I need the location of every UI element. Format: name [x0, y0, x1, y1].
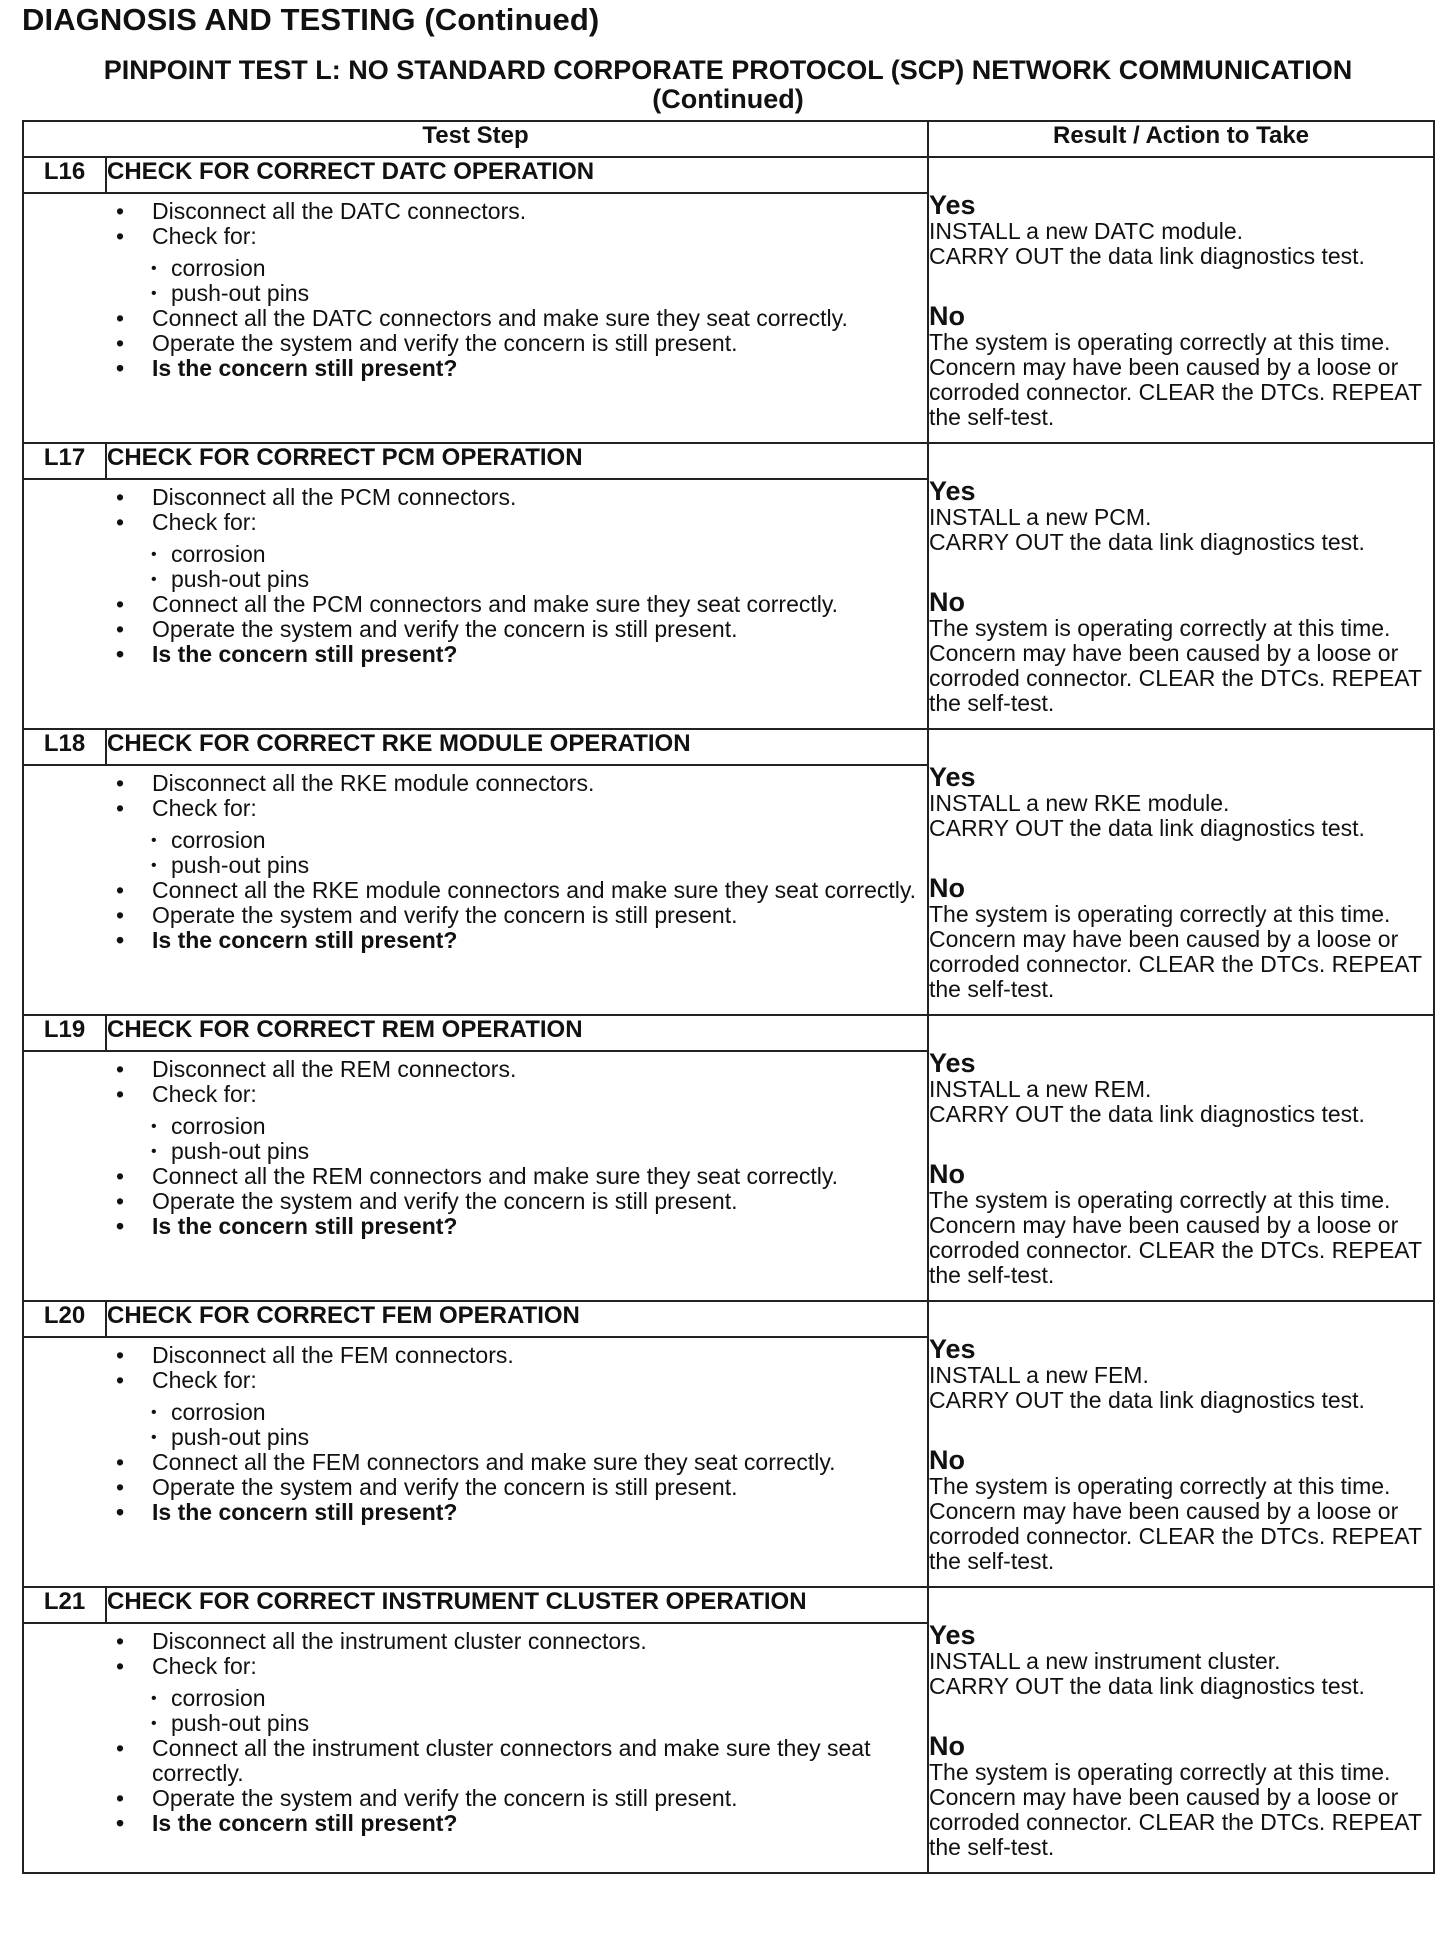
test-step-title-row: [23, 1015, 1434, 1051]
no-action: The system is operating correctly at this time. Concern may have been caused by a loose or corroded connector. CLEAR the DTCs. REPEAT the self-test.: [929, 329, 1422, 430]
step-connect: • Connect all the instrument cluster connectors and make sure they seat correctly.: [152, 1736, 927, 1786]
step-id: L18: [23, 729, 106, 765]
step-connect: • Connect all the PCM connectors and make sure they seat correctly.: [152, 592, 927, 617]
yes-action-carry-out: CARRY OUT the data link diagnostics test.: [929, 1387, 1365, 1413]
result-no: [929, 303, 1433, 430]
yes-label: Yes: [929, 762, 976, 792]
pinpoint-test-title: PINPOINT TEST L: NO STANDARD CORPORATE PROTOCOL (SCP) NETWORK COMMUNICATION: [103, 55, 1353, 85]
result-cell: [928, 1015, 1434, 1301]
yes-label: Yes: [929, 1048, 976, 1078]
step-check-for: [152, 796, 927, 878]
yes-action-install: INSTALL a new RKE module.: [929, 790, 1230, 816]
result-cell: [928, 1587, 1434, 1873]
step-disconnect: • Disconnect all the DATC connectors.: [152, 199, 927, 224]
yes-action-carry-out: CARRY OUT the data link diagnostics test.: [929, 815, 1365, 841]
result-yes: [929, 1050, 1433, 1127]
test-step-title-row: [23, 1301, 1434, 1337]
step-disconnect: • Disconnect all the instrument cluster connectors.: [152, 1629, 927, 1654]
no-label: No: [929, 1159, 965, 1189]
step-check-for: [152, 1368, 927, 1450]
result-cell: [928, 729, 1434, 1015]
check-push-out-pins: • push-out pins: [171, 1139, 927, 1164]
check-corrosion: • corrosion: [171, 1400, 927, 1425]
step-check-label: Check for:: [152, 1653, 257, 1679]
no-label: No: [929, 873, 965, 903]
test-step-title-row: [23, 157, 1434, 193]
steps-cell: [23, 193, 928, 443]
no-action: The system is operating correctly at this time. Concern may have been caused by a loose or corroded connector. CLEAR the DTCs. REPEAT the self-test.: [929, 1473, 1422, 1574]
step-list: [24, 1343, 927, 1525]
steps-cell: [23, 1051, 928, 1301]
result-no: [929, 1161, 1433, 1288]
test-step-title-row: [23, 729, 1434, 765]
check-sublist: [149, 1686, 927, 1736]
yes-action-carry-out: CARRY OUT the data link diagnostics test.: [929, 529, 1365, 555]
step-id: L20: [23, 1301, 106, 1337]
no-action: The system is operating correctly at this time. Concern may have been caused by a loose or corroded connector. CLEAR the DTCs. REPEAT the self-test.: [929, 615, 1422, 716]
yes-action-carry-out: CARRY OUT the data link diagnostics test.: [929, 1673, 1365, 1699]
yes-label: Yes: [929, 190, 976, 220]
check-sublist: [149, 1114, 927, 1164]
result-no: [929, 875, 1433, 1002]
check-push-out-pins: • push-out pins: [171, 853, 927, 878]
step-question: • Is the concern still present?: [152, 642, 927, 667]
yes-action-carry-out: CARRY OUT the data link diagnostics test.: [929, 243, 1365, 269]
step-check-for: [152, 510, 927, 592]
step-id: L16: [23, 157, 106, 193]
yes-label: Yes: [929, 476, 976, 506]
check-corrosion: • corrosion: [171, 256, 927, 281]
step-list: [24, 199, 927, 381]
check-corrosion: • corrosion: [171, 828, 927, 853]
step-question: • Is the concern still present?: [152, 1500, 927, 1525]
result-cell: [928, 1301, 1434, 1587]
page-title: DIAGNOSIS AND TESTING (Continued): [22, 2, 600, 37]
check-sublist: [149, 542, 927, 592]
step-id: L17: [23, 443, 106, 479]
step-list: [24, 1057, 927, 1239]
yes-label: Yes: [929, 1334, 976, 1364]
result-cell: [928, 157, 1434, 443]
yes-action-install: INSTALL a new FEM.: [929, 1362, 1149, 1388]
no-label: No: [929, 301, 965, 331]
step-check-label: Check for:: [152, 223, 257, 249]
step-check-label: Check for:: [152, 1081, 257, 1107]
step-id: L19: [23, 1015, 106, 1051]
check-sublist: [149, 828, 927, 878]
step-connect: • Connect all the DATC connectors and make sure they seat correctly.: [152, 306, 927, 331]
steps-cell: [23, 765, 928, 1015]
result-yes: [929, 764, 1433, 841]
check-push-out-pins: • push-out pins: [171, 281, 927, 306]
step-question: • Is the concern still present?: [152, 1214, 927, 1239]
pinpoint-test-table: [22, 120, 1435, 1874]
step-list: [24, 1629, 927, 1836]
result-no: [929, 589, 1433, 716]
step-disconnect: • Disconnect all the RKE module connectors.: [152, 771, 927, 796]
check-push-out-pins: • push-out pins: [171, 1425, 927, 1450]
step-title: CHECK FOR CORRECT PCM OPERATION: [106, 443, 928, 479]
yes-action-install: INSTALL a new REM.: [929, 1076, 1152, 1102]
check-push-out-pins: • push-out pins: [171, 567, 927, 592]
test-step-title-row: [23, 1587, 1434, 1623]
step-check-label: Check for:: [152, 1367, 257, 1393]
step-operate: • Operate the system and verify the concern is still present.: [152, 1786, 927, 1811]
step-title: CHECK FOR CORRECT FEM OPERATION: [106, 1301, 928, 1337]
step-disconnect: • Disconnect all the PCM connectors.: [152, 485, 927, 510]
check-push-out-pins: • push-out pins: [171, 1711, 927, 1736]
check-corrosion: • corrosion: [171, 542, 927, 567]
step-check-for: [152, 224, 927, 306]
yes-action-carry-out: CARRY OUT the data link diagnostics test.: [929, 1101, 1365, 1127]
step-check-label: Check for:: [152, 795, 257, 821]
step-operate: • Operate the system and verify the concern is still present.: [152, 903, 927, 928]
yes-action-install: INSTALL a new instrument cluster.: [929, 1648, 1281, 1674]
table-body: [23, 157, 1434, 1873]
step-operate: • Operate the system and verify the concern is still present.: [152, 1189, 927, 1214]
step-title: CHECK FOR CORRECT RKE MODULE OPERATION: [106, 729, 928, 765]
result-no: [929, 1733, 1433, 1860]
step-connect: • Connect all the RKE module connectors and make sure they seat correctly.: [152, 878, 927, 903]
step-check-for: [152, 1654, 927, 1736]
step-operate: • Operate the system and verify the concern is still present.: [152, 331, 927, 356]
table-header-row: [23, 121, 1434, 157]
result-cell: [928, 443, 1434, 729]
check-sublist: [149, 1400, 927, 1450]
step-id: L21: [23, 1587, 106, 1623]
step-question: • Is the concern still present?: [152, 356, 927, 381]
step-disconnect: • Disconnect all the FEM connectors.: [152, 1343, 927, 1368]
step-title: CHECK FOR CORRECT REM OPERATION: [106, 1015, 928, 1051]
step-list: [24, 771, 927, 953]
test-step-title-row: [23, 443, 1434, 479]
no-action: The system is operating correctly at this time. Concern may have been caused by a loose or corroded connector. CLEAR the DTCs. REPEAT the self-test.: [929, 1759, 1422, 1860]
no-action: The system is operating correctly at this time. Concern may have been caused by a loose or corroded connector. CLEAR the DTCs. REPEAT the self-test.: [929, 1187, 1422, 1288]
result-yes: [929, 192, 1433, 269]
check-sublist: [149, 256, 927, 306]
yes-action-install: INSTALL a new PCM.: [929, 504, 1152, 530]
result-yes: [929, 1336, 1433, 1413]
check-corrosion: • corrosion: [171, 1686, 927, 1711]
steps-cell: [23, 1623, 928, 1873]
check-corrosion: • corrosion: [171, 1114, 927, 1139]
step-title: CHECK FOR CORRECT DATC OPERATION: [106, 157, 928, 193]
no-action: The system is operating correctly at this time. Concern may have been caused by a loose or corroded connector. CLEAR the DTCs. REPEAT the self-test.: [929, 901, 1422, 1002]
pinpoint-test-heading: [0, 56, 1456, 114]
no-label: No: [929, 1731, 965, 1761]
steps-cell: [23, 479, 928, 729]
step-disconnect: • Disconnect all the REM connectors.: [152, 1057, 927, 1082]
result-yes: [929, 478, 1433, 555]
yes-action-install: INSTALL a new DATC module.: [929, 218, 1244, 244]
pinpoint-test-continued: (Continued): [652, 84, 804, 114]
column-header-test-step: Test Step: [23, 121, 928, 157]
step-connect: • Connect all the REM connectors and make sure they seat correctly.: [152, 1164, 927, 1189]
step-title: CHECK FOR CORRECT INSTRUMENT CLUSTER OPERATION: [106, 1587, 928, 1623]
result-yes: [929, 1622, 1433, 1699]
step-question: • Is the concern still present?: [152, 1811, 927, 1836]
step-operate: • Operate the system and verify the concern is still present.: [152, 617, 927, 642]
step-connect: • Connect all the FEM connectors and make sure they seat correctly.: [152, 1450, 927, 1475]
column-header-result: Result / Action to Take: [928, 121, 1434, 157]
no-label: No: [929, 1445, 965, 1475]
step-check-for: [152, 1082, 927, 1164]
step-operate: • Operate the system and verify the concern is still present.: [152, 1475, 927, 1500]
steps-cell: [23, 1337, 928, 1587]
yes-label: Yes: [929, 1620, 976, 1650]
step-check-label: Check for:: [152, 509, 257, 535]
no-label: No: [929, 587, 965, 617]
step-list: [24, 485, 927, 667]
result-no: [929, 1447, 1433, 1574]
step-question: • Is the concern still present?: [152, 928, 927, 953]
